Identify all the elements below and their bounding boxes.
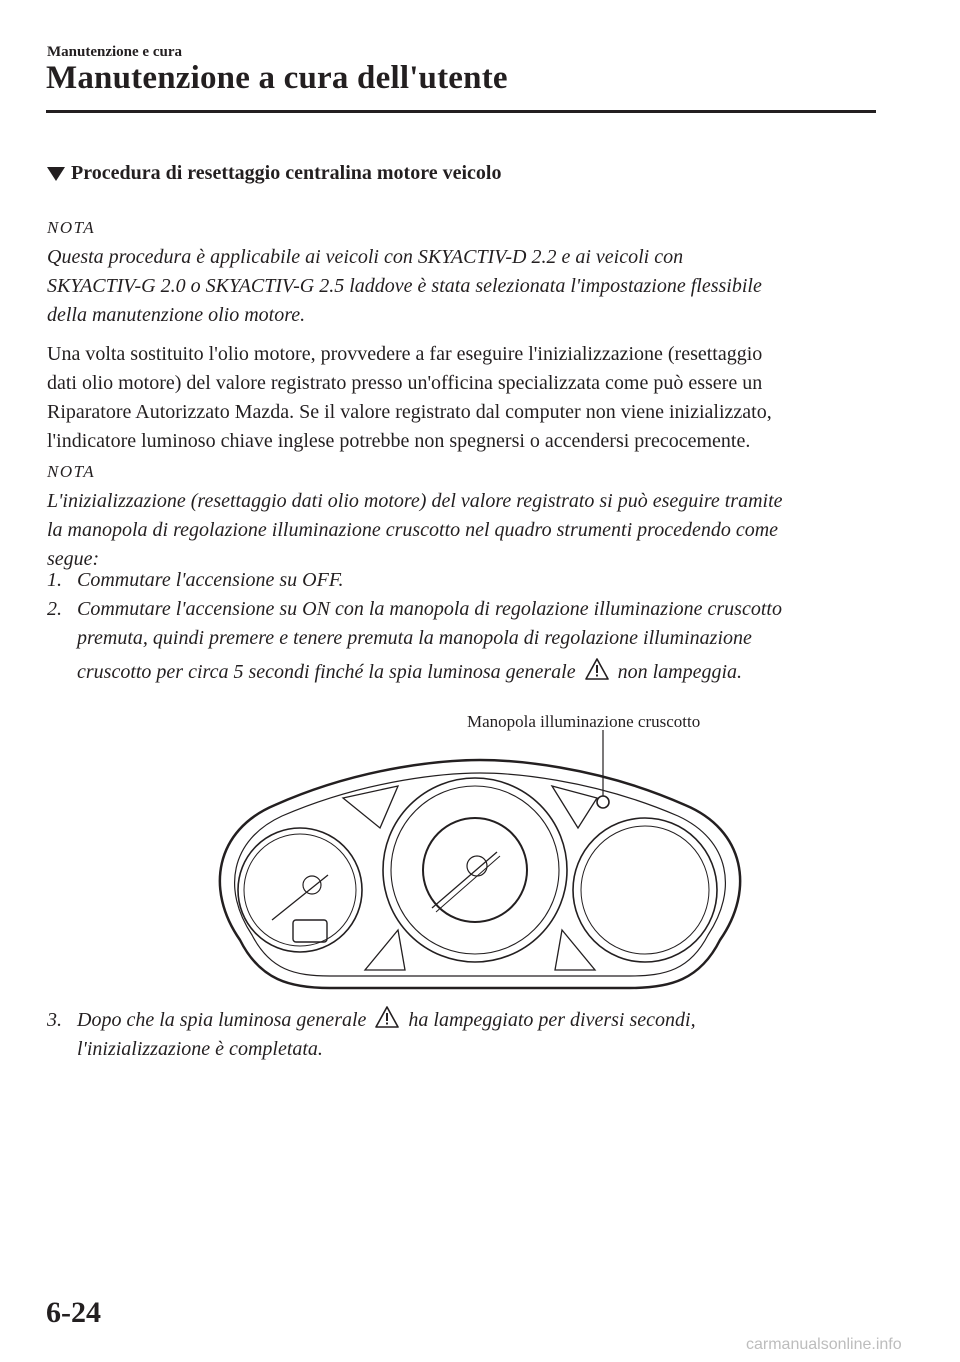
section-heading-text: Procedura di resettaggio centralina motore veicolo (71, 162, 502, 184)
note-label: NOTA (47, 218, 96, 237)
right-gauge (573, 818, 717, 962)
step-line: Commutare l'accensione su ON con la manopola di regolazione illuminazione cruscotto (77, 598, 782, 620)
step-number: 1. (47, 569, 62, 591)
step-line (77, 658, 897, 687)
note-line: Questa procedura è applicabile ai veicoli con SKYACTIV-D 2.2 e ai veicoli con (47, 246, 684, 268)
step-line (77, 1006, 897, 1035)
note-label: NOTA (47, 462, 96, 481)
body-paragraph (47, 340, 887, 456)
body-line: dati olio motore) del valore registrato presso un'officina specializzata come può essere un (47, 372, 763, 394)
body-line: l'indicatore luminoso chiave inglese potrebbe non spegnersi o accendersi precocemente. (47, 430, 751, 452)
page-number: 6-24 (46, 1296, 101, 1329)
triangle-bullet-icon (47, 167, 65, 181)
note-line: SKYACTIV-G 2.0 o SKYACTIV-G 2.5 laddove è stata selezionata l'impostazione flessibile (47, 275, 762, 297)
footer-site-link[interactable]: carmanualsonline.info (746, 1336, 902, 1353)
step-text: Commutare l'accensione su OFF. (77, 569, 344, 591)
section-heading (47, 162, 501, 185)
instrument-cluster-illustration (200, 730, 760, 1000)
center-gauge-dial (423, 818, 527, 922)
step-number: 3. (47, 1009, 62, 1031)
step-text (77, 595, 897, 687)
page-title: Manutenzione a cura dell'utente (46, 60, 508, 96)
body-line: Una volta sostituito l'olio motore, provvedere a far eseguire l'inizializzazione (resettaggio (47, 343, 763, 365)
step-line: premuta, quindi premere e tenere premuta la manopola di regolazione illuminazione (77, 627, 752, 649)
bottom-left-indicator (365, 930, 405, 970)
body-line: Riparatore Autorizzato Mazda. Se il valore registrato dal computer non viene inizializzato, (47, 401, 772, 423)
left-gauge (238, 828, 362, 952)
figure-callout-label: Manopola illuminazione cruscotto (467, 712, 701, 731)
left-gauge-needle (272, 875, 328, 920)
top-right-indicator (552, 786, 597, 828)
step-line-text: non lampeggia. (617, 661, 743, 683)
note-paragraph (47, 487, 887, 574)
step-line-text: cruscotto per circa 5 secondi finché la spia luminosa generale (77, 661, 576, 683)
step-line-text: ha lampeggiato per diversi secondi, (408, 1009, 696, 1031)
step-number: 2. (47, 598, 62, 620)
dashboard-light-knob (597, 796, 609, 808)
note-line: segue: (47, 548, 100, 570)
header-divider (46, 110, 876, 113)
step-line-text: Dopo che la spia luminosa generale (77, 1009, 367, 1031)
center-gauge (383, 778, 567, 962)
step-text (77, 1006, 897, 1064)
header-section-label: Manutenzione e cura (47, 44, 182, 60)
note-line: la manopola di regolazione illuminazione cruscotto nel quadro strumenti procedendo come (47, 519, 779, 541)
warning-triangle-icon (585, 658, 609, 680)
note-line: L'inizializzazione (resettaggio dati olio motore) del valore registrato si può eseguire tramite (47, 490, 783, 512)
left-gauge-display (293, 920, 327, 942)
note-paragraph (47, 243, 887, 330)
note-line: della manutenzione olio motore. (47, 304, 306, 326)
center-gauge-needle (432, 852, 497, 908)
warning-triangle-icon (375, 1006, 399, 1028)
step-line: l'inizializzazione è completata. (77, 1038, 323, 1060)
